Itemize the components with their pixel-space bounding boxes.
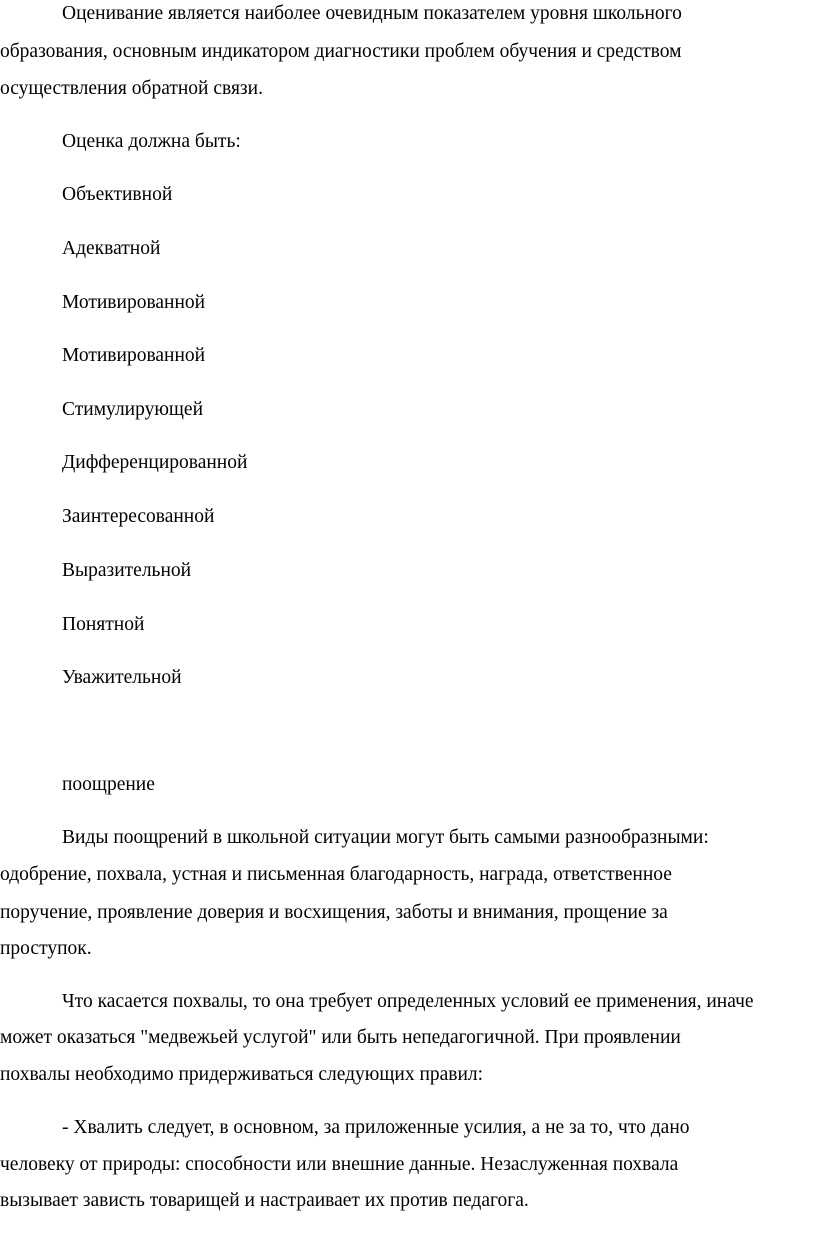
intro-paragraph-line-2: образования, основным индикатором диагностики проблем обучения и средством	[0, 41, 682, 62]
praise-paragraph-line-3: похвалы необходимо придерживаться следующих правил:	[0, 1064, 484, 1085]
praise-paragraph-line-1: Что касается похвалы, то она требует определенных условий ее применения, иначе	[62, 991, 754, 1012]
types-paragraph-line-1: Виды поощрений в школьной ситуации могут быть самыми разнообразными:	[62, 827, 709, 848]
list-item: Адекватной	[62, 238, 161, 259]
types-paragraph-line-3: поручение, проявление доверия и восхищения, заботы и внимания, прощение за	[0, 902, 668, 923]
intro-paragraph-line-1: Оценивание является наиболее очевидным показателем уровня школьного	[62, 3, 682, 24]
list-item: Мотивированной	[62, 345, 206, 366]
section-title: поощрение	[62, 774, 155, 795]
list-item: Выразительной	[62, 560, 192, 581]
rule-paragraph-line-3: вызывает зависть товарищей и настраивает их против педагога.	[0, 1190, 529, 1211]
types-paragraph-line-4: проступок.	[0, 938, 92, 959]
list-item: Стимулирующей	[62, 399, 204, 420]
list-item: Объективной	[62, 184, 173, 205]
praise-paragraph-line-2: может оказаться "медвежьей услугой" или быть непедагогичной. При проявлении	[0, 1027, 681, 1048]
list-heading: Оценка должна быть:	[62, 131, 241, 152]
rule-paragraph-line-1: - Хвалить следует, в основном, за приложенные усилия, а не за то, что дано	[62, 1117, 690, 1138]
list-item: Уважительной	[62, 667, 182, 688]
list-item: Понятной	[62, 614, 145, 635]
intro-paragraph-line-3: осуществления обратной связи.	[0, 78, 263, 99]
rule-paragraph-line-2: человеку от природы: способности или внешние данные. Незаслуженная похвала	[0, 1154, 679, 1175]
types-paragraph-line-2: одобрение, похвала, устная и письменная благодарность, награда, ответственное	[0, 864, 672, 885]
list-item: Мотивированной	[62, 292, 206, 313]
list-item: Дифференцированной	[62, 452, 248, 473]
list-item: Заинтересованной	[62, 506, 215, 527]
